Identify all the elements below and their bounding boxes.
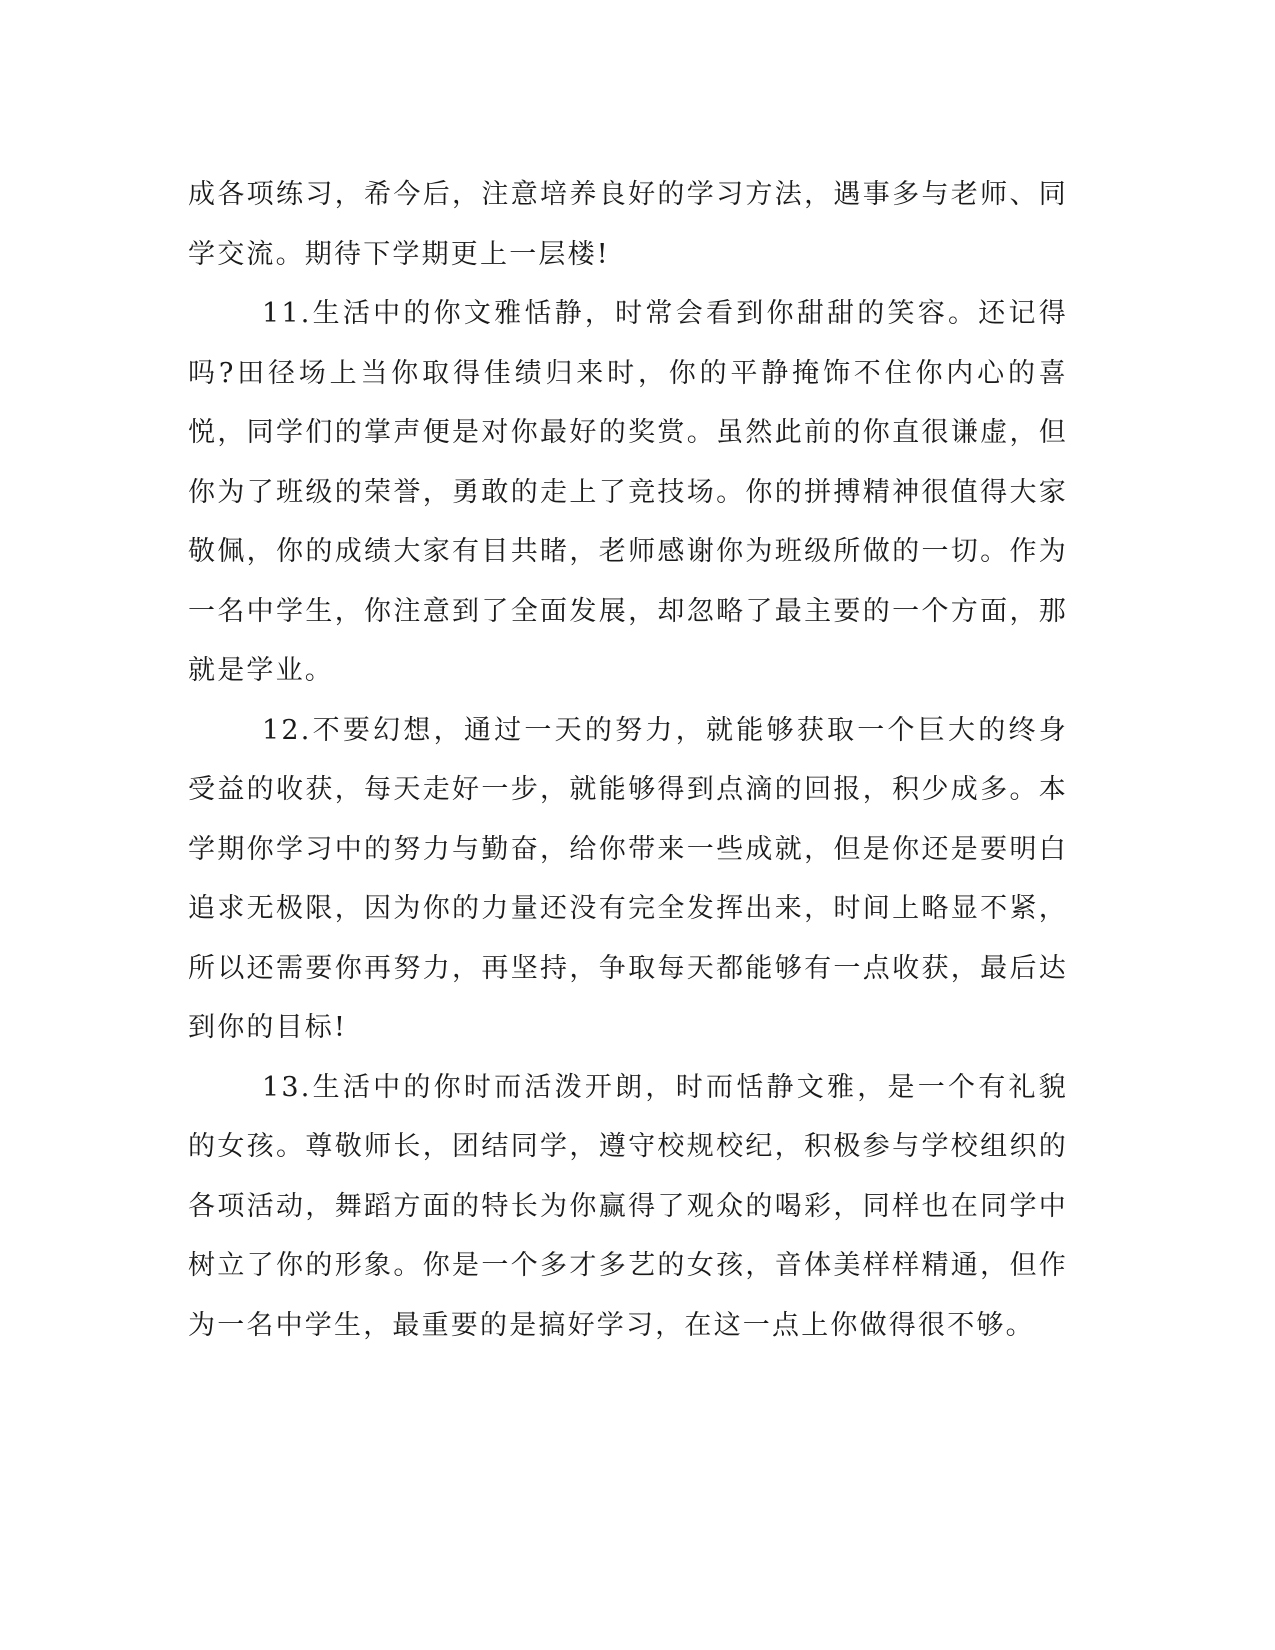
paragraph-continuation: 成各项练习，希今后，注意培养良好的学习方法，遇事多与老师、同学交流。期待下学期更上一层楼! (188, 179, 1068, 270)
paragraph-item-12: 12.不要幻想，通过一天的努力，就能够获取一个巨大的终身受益的收获，每天走好一步，就能够得到点滴的回报，积少成多。本学期你学习中的努力与勤奋，给你带来一些成就，但是你还是要明白追求无极限，因为你的力量还没有完全发挥出来，时间上略显不紧，所以还需要你再努力，再坚持，争取每天都能够有一点收获，最后达到你的目标! (188, 714, 1068, 1043)
document-body (188, 165, 1068, 1355)
paragraph-item-13: 13.生活中的你时而活泼开朗，时而恬静文雅，是一个有礼貌的女孩。尊敬师长，团结同学，遵守校规校纪，积极参与学校组织的各项活动，舞蹈方面的特长为你赢得了观众的喝彩，同样也在同学中树立了你的形象。你是一个多才多艺的女孩，音体美样样精通，但作为一名中学生，最重要的是搞好学习，在这一点上你做得很不够。 (188, 1071, 1068, 1341)
paragraph-item-11: 11.生活中的你文雅恬静，时常会看到你甜甜的笑容。还记得吗?田径场上当你取得佳绩归来时，你的平静掩饰不住你内心的喜悦，同学们的掌声便是对你最好的奖赏。虽然此前的你直很谦虚，但你为了班级的荣誉，勇敢的走上了竞技场。你的拼搏精神很值得大家敬佩，你的成绩大家有目共睹，老师感谢你为班级所做的一切。作为一名中学生，你注意到了全面发展，却忽略了最主要的一个方面，那就是学业。 (188, 298, 1068, 686)
